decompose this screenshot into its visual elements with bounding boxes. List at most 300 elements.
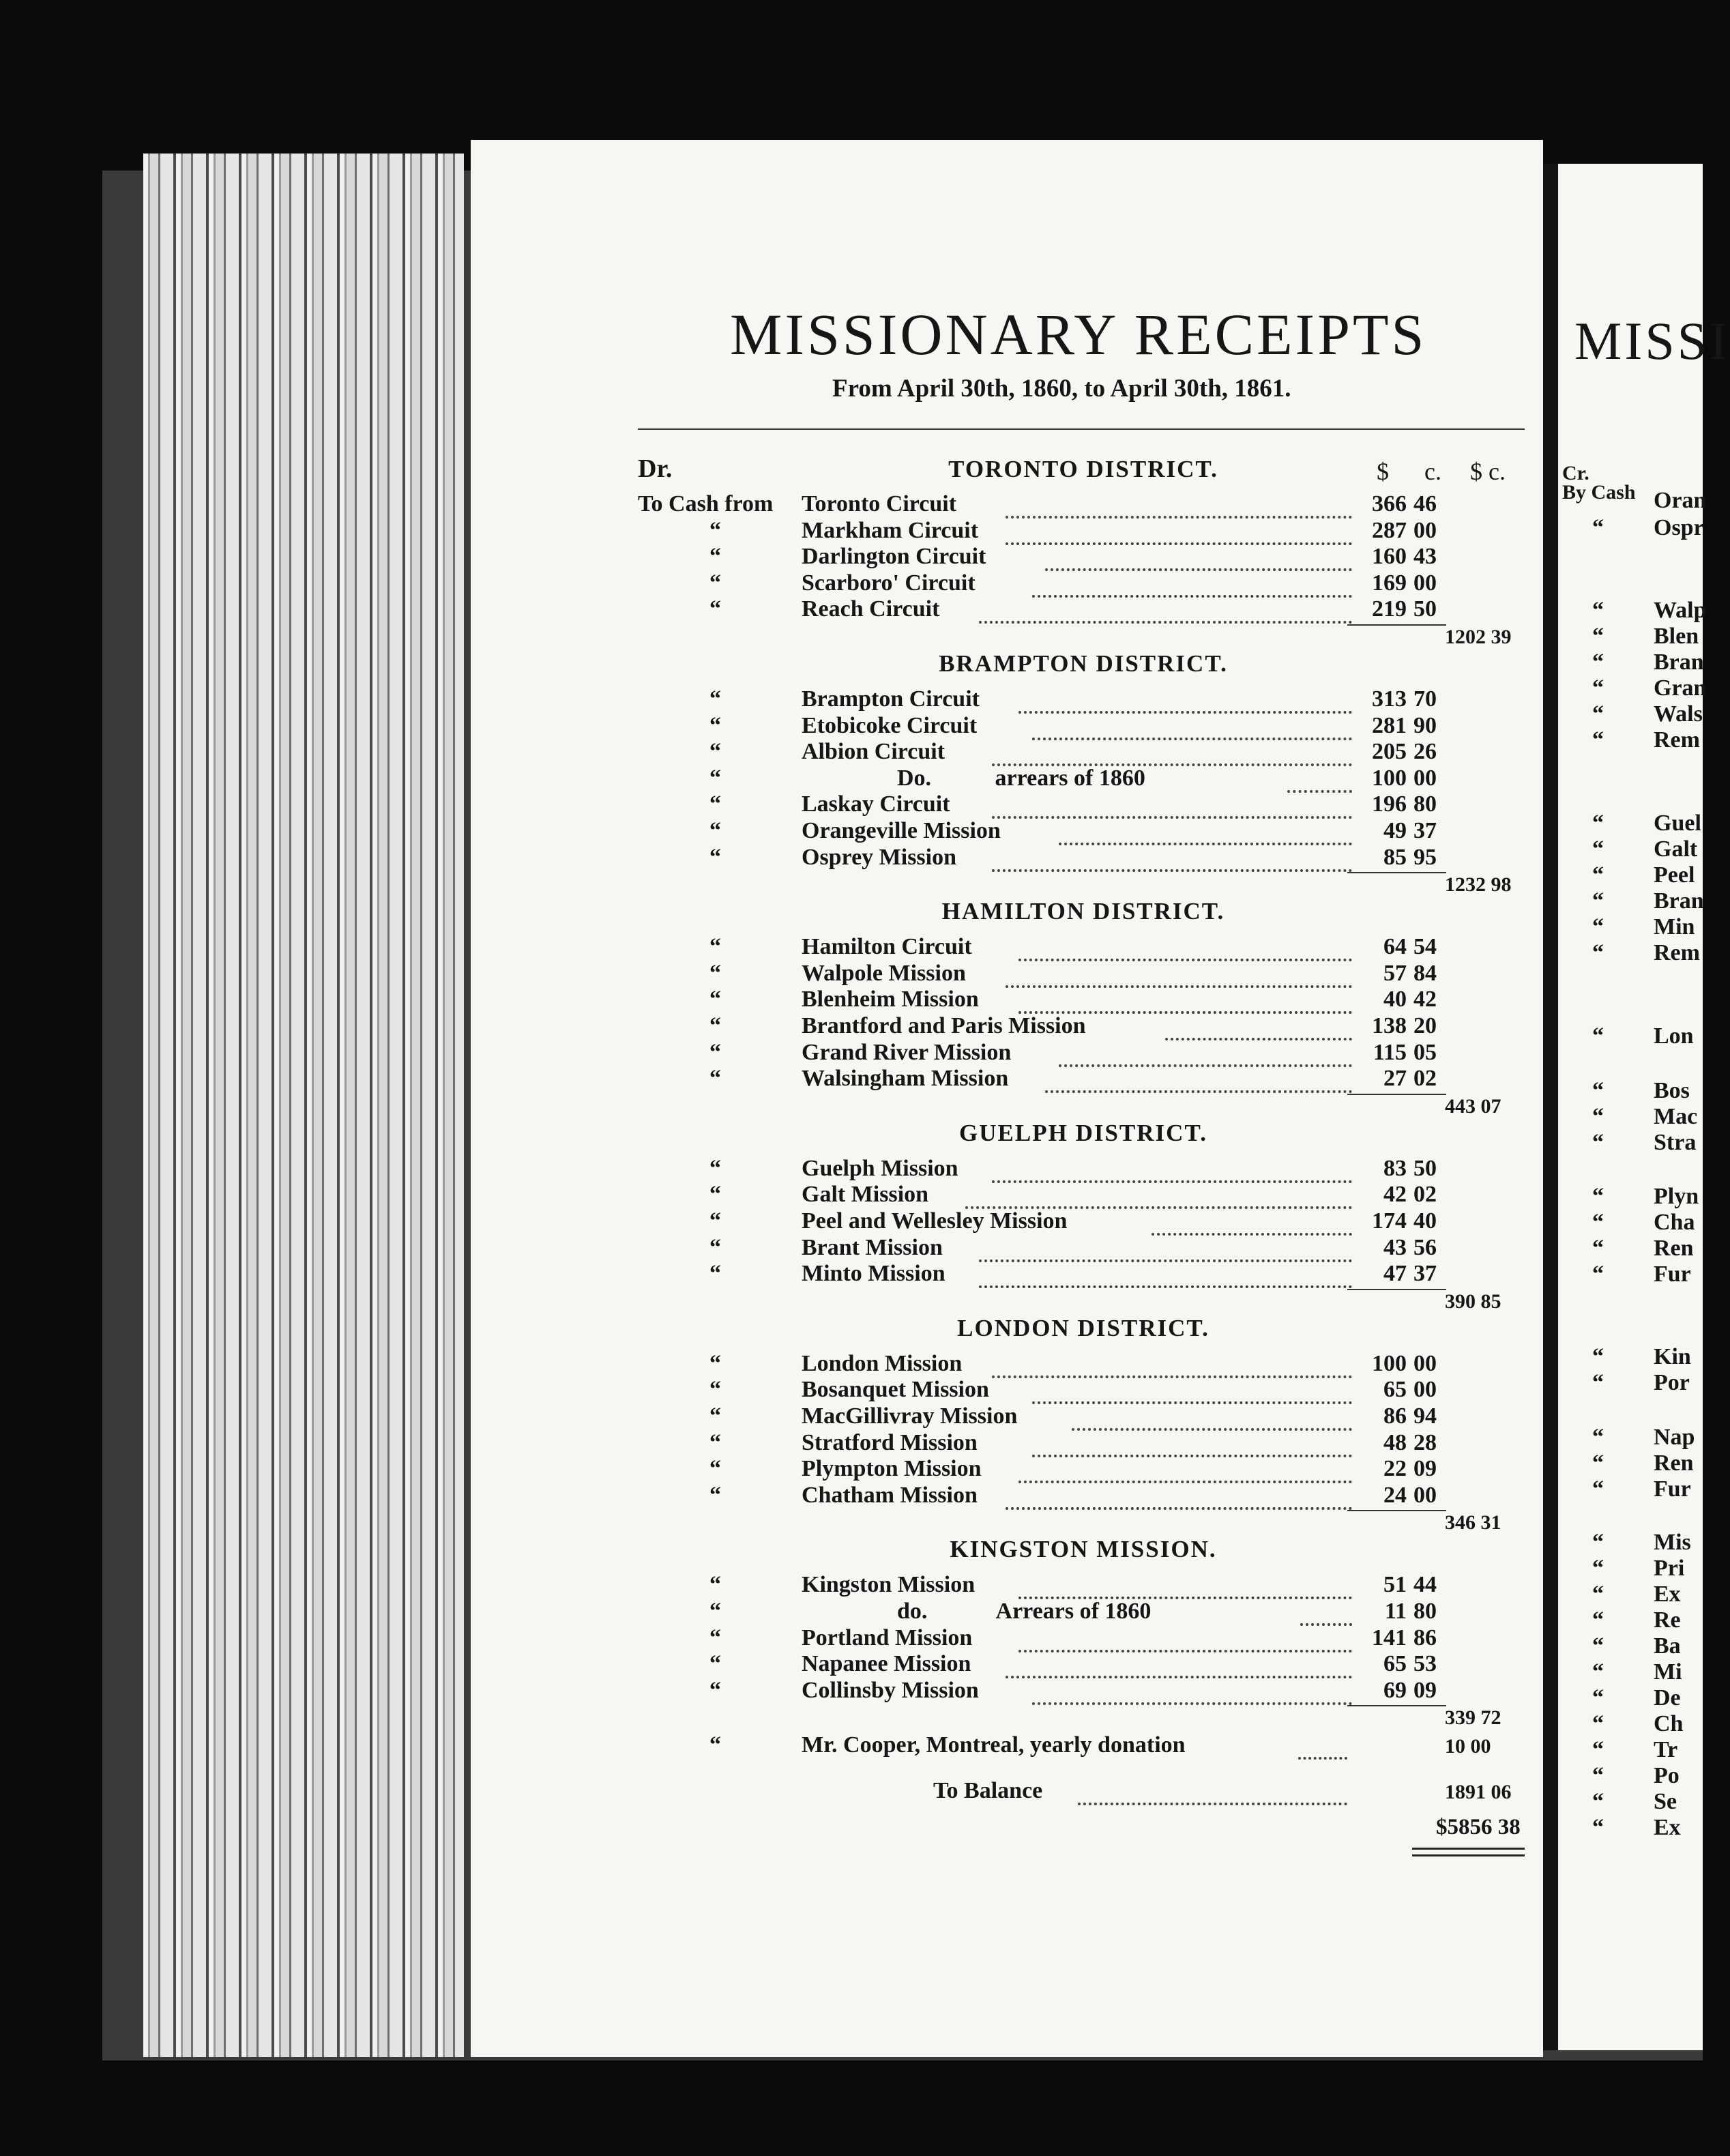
row-label: Po (1654, 1763, 1680, 1788)
row-label: Mr. Cooper, Montreal, yearly donation (802, 1732, 1186, 1758)
district-total: 346 31 (1445, 1511, 1501, 1534)
ditto-mark: “ (1592, 675, 1604, 701)
row-prefix: To Cash from (638, 491, 774, 516)
row-label: Min (1654, 914, 1695, 939)
leader-dots (992, 739, 1352, 766)
district-total: 443 07 (1445, 1094, 1501, 1118)
row-label: Mac (1654, 1104, 1698, 1129)
ditto-mark: “ (1592, 811, 1604, 836)
leader-dots (1287, 766, 1352, 793)
row-label: Do. arrears of 1860 (897, 765, 1145, 791)
amount-cents: 80 (1413, 791, 1437, 817)
row-label: Cha (1654, 1210, 1695, 1235)
leader-dots (1072, 1403, 1352, 1431)
ditto-mark: “ (1592, 650, 1604, 675)
leader-dots (979, 1261, 1352, 1288)
amount-cents: 80 (1413, 1599, 1437, 1624)
ditto-mark: “ (709, 686, 721, 712)
ledger-row (0, 1599, 1703, 1626)
ditto-mark: “ (709, 1155, 721, 1181)
amount-cents: 84 (1413, 960, 1437, 986)
page-subtitle: From April 30th, 1860, to April 30th, 1861. (832, 375, 1291, 403)
row-label: Rem (1654, 727, 1700, 753)
district-heading (0, 650, 1703, 678)
cents-header: c. (1424, 458, 1441, 485)
leader-dots (992, 1156, 1352, 1183)
ledger-row (0, 544, 1703, 571)
row-label: Se (1654, 1789, 1677, 1814)
ditto-mark: “ (1592, 1130, 1604, 1155)
row-label: Gran (1654, 675, 1707, 701)
leader-dots (1165, 1013, 1352, 1040)
ditto-mark: “ (709, 1403, 721, 1429)
row-label: Albion Circuit (802, 739, 945, 765)
district-total: 1202 39 (1445, 626, 1512, 648)
leader-dots (992, 1351, 1352, 1378)
leader-dots (1018, 1572, 1352, 1599)
ditto-mark: “ (709, 1677, 721, 1703)
ditto-mark: “ (709, 1572, 721, 1598)
row-label: Ex (1654, 1582, 1681, 1607)
leader-dots (1018, 934, 1352, 961)
ditto-mark: “ (709, 1377, 721, 1403)
district-heading (0, 1315, 1703, 1342)
ledger-row (0, 1182, 1703, 1209)
amount-dollars: 24 (1383, 1482, 1407, 1508)
ditto-mark: “ (709, 1234, 721, 1260)
ditto-mark: “ (1592, 1023, 1604, 1049)
ledger-row (0, 1377, 1703, 1404)
ditto-mark: “ (1592, 1789, 1604, 1814)
row-label: Blen (1654, 624, 1699, 649)
ditto-mark: “ (1592, 836, 1604, 862)
row-label: Walp (1654, 598, 1707, 623)
row-label: Laskay Circuit (802, 791, 950, 817)
leader-dots (1006, 961, 1352, 988)
ditto-mark: “ (1592, 1451, 1604, 1476)
amount-dollars: 83 (1383, 1155, 1407, 1181)
district-heading (0, 898, 1703, 925)
ditto-mark: “ (1592, 1184, 1604, 1209)
credit-prefix: By Cash (1562, 481, 1636, 504)
ditto-mark: “ (709, 596, 721, 622)
ledger-row (0, 1261, 1703, 1288)
amount-cents: 00 (1413, 570, 1437, 596)
leader-dots (1018, 1625, 1352, 1652)
row-label: Guel (1654, 811, 1701, 836)
amount-dollars: 69 (1383, 1677, 1407, 1703)
ditto-mark: “ (1592, 1078, 1604, 1103)
row-label: Re (1654, 1607, 1681, 1633)
leader-dots (1045, 544, 1352, 571)
row-label: MacGillivray Mission (802, 1403, 1018, 1429)
ledger-row (0, 1625, 1703, 1652)
leader-dots (1032, 570, 1352, 598)
ditto-mark: “ (1592, 1711, 1604, 1736)
amount-dollars: 43 (1383, 1234, 1407, 1260)
leader-dots (1032, 1377, 1352, 1404)
page-edges (143, 154, 464, 2057)
ledger-row (0, 766, 1703, 793)
row-label: Tr (1654, 1737, 1678, 1762)
row-label: Kin (1654, 1344, 1691, 1369)
leader-dots (1152, 1208, 1352, 1236)
ditto-mark: “ (709, 544, 721, 570)
amount-dollars: 85 (1383, 844, 1407, 870)
leader-dots (1018, 987, 1352, 1014)
ditto-mark: “ (1592, 598, 1604, 623)
row-label: Pri (1654, 1556, 1685, 1581)
ledger-row (0, 934, 1703, 961)
leader-dots (1300, 1599, 1352, 1626)
ditto-mark: “ (709, 818, 721, 843)
ditto-mark: “ (709, 1456, 721, 1482)
row-label: Darlington Circuit (802, 544, 986, 570)
district-name: TORONTO DISTRICT. (948, 456, 1218, 482)
row-label: Stra (1654, 1130, 1697, 1155)
ledger-row (0, 739, 1703, 766)
ditto-mark: “ (1592, 862, 1604, 888)
ditto-mark: “ (709, 1429, 721, 1455)
ledger-row (0, 1235, 1703, 1262)
leader-dots (1059, 818, 1352, 845)
amount-dollars: 281 (1372, 712, 1407, 738)
amount-cents: 43 (1413, 544, 1437, 570)
district-heading (0, 1536, 1703, 1563)
subtotal-rule (1347, 1510, 1446, 1511)
ditto-mark: “ (709, 844, 721, 870)
amount-dollars: 48 (1383, 1429, 1407, 1455)
ledger-row (0, 1456, 1703, 1483)
ditto-mark: “ (1592, 914, 1604, 939)
row-label: Orangeville Mission (802, 818, 1001, 843)
amount-cents: 05 (1413, 1039, 1437, 1065)
amount-cents: 00 (1413, 1482, 1437, 1508)
ditto-mark: “ (1592, 1685, 1604, 1710)
ditto-mark: “ (1592, 1633, 1604, 1659)
leader-dots (1078, 1778, 1347, 1805)
row-label: Bran (1654, 888, 1704, 914)
row-label: Ospr (1654, 515, 1704, 540)
ditto-mark: “ (709, 570, 721, 596)
amount-dollars: 313 (1372, 686, 1407, 712)
amount-dollars: 64 (1383, 934, 1407, 960)
subtotal-rule (1347, 872, 1446, 873)
row-label: Por (1654, 1370, 1690, 1395)
amount-dollars: 42 (1383, 1182, 1407, 1208)
leader-dots (1059, 1040, 1352, 1067)
row-label: Galt Mission (802, 1182, 929, 1208)
ditto-mark: “ (709, 739, 721, 765)
total-header: $ c. (1470, 458, 1506, 485)
row-label: Bran (1654, 650, 1704, 675)
amount-dollars: 86 (1383, 1403, 1407, 1429)
row-label: Bos (1654, 1078, 1690, 1103)
ditto-mark: “ (709, 1625, 721, 1650)
row-label: Rem (1654, 940, 1700, 965)
ditto-mark: “ (1592, 515, 1604, 540)
amount-dollars: 27 (1383, 1066, 1407, 1092)
row-label: Wals (1654, 701, 1703, 727)
ditto-mark: “ (709, 1208, 721, 1234)
row-label: Toronto Circuit (802, 491, 957, 516)
ditto-mark: “ (1592, 940, 1604, 965)
leader-dots (1006, 518, 1352, 545)
leader-dots (1045, 1066, 1352, 1093)
amount-dollars: 22 (1383, 1456, 1407, 1482)
row-label: Ba (1654, 1633, 1681, 1659)
ditto-mark: “ (709, 765, 721, 791)
double-rule-top (1412, 1848, 1525, 1850)
book-gutter (1543, 164, 1558, 2050)
row-label: Ren (1654, 1451, 1694, 1476)
page-title: MISSIONARY RECEIPTS (730, 302, 1427, 367)
row-label: do. Arrears of 1860 (897, 1599, 1152, 1624)
ledger-row (0, 596, 1703, 624)
amount-dollars: 115 (1373, 1039, 1407, 1065)
row-label: Guelph Mission (802, 1155, 958, 1181)
ditto-mark: “ (709, 1261, 721, 1287)
debit-label: Dr. (638, 454, 673, 483)
ledger-row (0, 1678, 1703, 1705)
ledger-row (0, 1013, 1703, 1040)
row-label: Etobicoke Circuit (802, 712, 978, 738)
row-label: Ren (1654, 1236, 1694, 1261)
ledger-row (0, 818, 1703, 845)
amount-cents: 37 (1413, 1261, 1437, 1287)
amount-cents: 09 (1413, 1456, 1437, 1482)
row-label: Brant Mission (802, 1234, 943, 1260)
amount-dollars: 174 (1372, 1208, 1407, 1234)
ledger-row (0, 1351, 1703, 1378)
ditto-mark: “ (1592, 1425, 1604, 1450)
ditto-mark: “ (709, 934, 721, 960)
row-label: De (1654, 1685, 1681, 1710)
ledger-row (0, 518, 1703, 545)
amount-cents: 00 (1413, 517, 1437, 543)
ledger-row (0, 1651, 1703, 1678)
ditto-mark: “ (709, 1732, 721, 1758)
donation-total: 10 00 (1445, 1735, 1491, 1758)
ledger-row (0, 1040, 1703, 1067)
amount-cents: 42 (1413, 987, 1437, 1013)
row-label: Brantford and Paris Mission (802, 1013, 1086, 1038)
ditto-mark: “ (709, 1350, 721, 1376)
row-label: Scarboro' Circuit (802, 570, 976, 596)
leader-dots (979, 1235, 1352, 1262)
row-label: Peel (1654, 862, 1695, 888)
row-label: London Mission (802, 1350, 963, 1376)
ledger-row (0, 1403, 1703, 1431)
ledger-row (0, 491, 1703, 519)
district-name: HAMILTON DISTRICT. (941, 898, 1225, 925)
ditto-mark: “ (1592, 1530, 1604, 1555)
ledger-row (0, 713, 1703, 740)
subtotal-rule (1347, 1289, 1446, 1290)
ledger-row (0, 1066, 1703, 1093)
ditto-mark: “ (709, 1039, 721, 1065)
credit-label (1562, 464, 1636, 502)
row-label: Peel and Wellesley Mission (802, 1208, 1068, 1234)
district-total: 339 72 (1445, 1706, 1501, 1730)
dollars-header: $ (1377, 458, 1389, 485)
amount-cents: 02 (1413, 1182, 1437, 1208)
district-name: GUELPH DISTRICT. (959, 1119, 1207, 1146)
row-label: Oran (1654, 488, 1707, 513)
ledger-row (0, 961, 1703, 988)
row-label: Grand River Mission (802, 1039, 1012, 1065)
row-label: Lon (1654, 1023, 1694, 1049)
subtotal-rule (1347, 624, 1446, 626)
ditto-mark: “ (709, 960, 721, 986)
ditto-mark: “ (1592, 1104, 1604, 1129)
amount-cents: 50 (1413, 1155, 1437, 1181)
amount-cents: 28 (1413, 1429, 1437, 1455)
row-label: Bosanquet Mission (802, 1377, 989, 1403)
ditto-mark: “ (1592, 1607, 1604, 1633)
ditto-mark: “ (709, 712, 721, 738)
ledger-row (0, 845, 1703, 872)
amount-cents: 40 (1413, 1208, 1437, 1234)
balance-label: To Balance (933, 1778, 1043, 1803)
row-label: Blenheim Mission (802, 987, 979, 1013)
row-label: Plympton Mission (802, 1456, 982, 1482)
amount-dollars: 205 (1372, 739, 1407, 765)
ledger-row (0, 1156, 1703, 1183)
double-rule-bottom (1412, 1854, 1525, 1856)
row-label: Chatham Mission (802, 1482, 978, 1508)
leader-dots (1006, 1651, 1352, 1678)
amount-cents: 95 (1413, 844, 1437, 870)
district-total: 1232 98 (1445, 873, 1512, 897)
amount-dollars: 40 (1383, 987, 1407, 1013)
subtotal-rule (1347, 1705, 1446, 1706)
ditto-mark: “ (709, 1482, 721, 1508)
amount-dollars: 141 (1372, 1625, 1407, 1650)
amount-dollars: 219 (1372, 596, 1407, 622)
amount-cents: 26 (1413, 739, 1437, 765)
row-label: Collinsby Mission (802, 1677, 979, 1703)
amount-cents: 09 (1413, 1677, 1437, 1703)
ditto-mark: “ (1592, 1737, 1604, 1762)
ditto-mark: “ (1592, 701, 1604, 727)
grand-total: $5856 38 (1436, 1815, 1521, 1839)
amount-cents: 00 (1413, 1377, 1437, 1403)
row-label: Kingston Mission (802, 1572, 976, 1598)
leader-dots (1032, 1430, 1352, 1457)
right-page-title: MISSI (1574, 311, 1730, 370)
district-name: KINGSTON MISSION. (950, 1536, 1217, 1563)
ditto-mark: “ (1592, 1236, 1604, 1261)
amount-dollars: 11 (1384, 1599, 1407, 1624)
amount-cents: 56 (1413, 1234, 1437, 1260)
leader-dots (992, 791, 1352, 819)
ditto-mark: “ (709, 1651, 721, 1677)
row-label: Fur (1654, 1476, 1691, 1502)
district-total: 390 85 (1445, 1290, 1501, 1313)
ditto-mark: “ (1592, 1659, 1604, 1685)
row-label: Mi (1654, 1659, 1682, 1685)
row-label: Osprey Mission (802, 844, 957, 870)
amount-dollars: 57 (1383, 960, 1407, 986)
amount-cents: 54 (1413, 934, 1437, 960)
amount-cents: 50 (1413, 596, 1437, 622)
amount-cents: 53 (1413, 1651, 1437, 1677)
row-label: Plyn (1654, 1184, 1699, 1209)
ditto-mark: “ (1592, 1763, 1604, 1788)
amount-dollars: 100 (1372, 765, 1407, 791)
ditto-mark: “ (709, 987, 721, 1013)
ditto-mark: “ (1592, 888, 1604, 914)
ditto-mark: “ (709, 517, 721, 543)
ditto-mark: “ (709, 1182, 721, 1208)
amount-dollars: 47 (1383, 1261, 1407, 1287)
ditto-mark: “ (1592, 1476, 1604, 1502)
row-label: Stratford Mission (802, 1429, 978, 1455)
row-label: Brampton Circuit (802, 686, 980, 712)
amount-cents: 00 (1413, 765, 1437, 791)
amount-dollars: 138 (1372, 1013, 1407, 1038)
leader-dots (1006, 491, 1352, 519)
ditto-mark: “ (709, 1066, 721, 1092)
ledger-row (0, 1208, 1703, 1236)
left-page (471, 140, 1543, 2057)
row-label: Fur (1654, 1262, 1691, 1287)
row-label: Reach Circuit (802, 596, 940, 622)
ditto-mark: “ (1592, 1210, 1604, 1235)
district-heading (0, 456, 1703, 483)
amount-dollars: 169 (1372, 570, 1407, 596)
ditto-mark: “ (1592, 1556, 1604, 1581)
leader-dots (1032, 1678, 1352, 1705)
ledger-row (0, 1483, 1703, 1510)
row-label: Galt (1654, 836, 1698, 862)
amount-dollars: 100 (1372, 1350, 1407, 1376)
amount-cents: 70 (1413, 686, 1437, 712)
ditto-mark: “ (1592, 727, 1604, 753)
row-label: Napanee Mission (802, 1651, 971, 1677)
row-label: Walpole Mission (802, 960, 966, 986)
amount-dollars: 65 (1383, 1651, 1407, 1677)
amount-cents: 37 (1413, 818, 1437, 843)
balance-total: 1891 06 (1445, 1781, 1512, 1803)
row-label: Ex (1654, 1815, 1681, 1840)
ditto-mark: “ (1592, 1815, 1604, 1840)
amount-dollars: 196 (1372, 791, 1407, 817)
district-name: LONDON DISTRICT. (957, 1314, 1209, 1341)
amount-dollars: 366 (1372, 491, 1407, 516)
amount-dollars: 65 (1383, 1377, 1407, 1403)
ditto-mark: “ (709, 1013, 721, 1038)
amount-cents: 86 (1413, 1625, 1437, 1650)
ledger-row (0, 1430, 1703, 1457)
ledger-row (0, 686, 1703, 714)
credit-side-label: Cr. (1562, 462, 1589, 484)
amount-dollars: 51 (1383, 1572, 1407, 1598)
ditto-mark: “ (709, 1599, 721, 1624)
amount-dollars: 160 (1372, 544, 1407, 570)
amount-cents: 02 (1413, 1066, 1437, 1092)
row-label: Portland Mission (802, 1625, 973, 1650)
ditto-mark: “ (1592, 624, 1604, 649)
ditto-mark: “ (1592, 1582, 1604, 1607)
subtotal-rule (1347, 1094, 1446, 1095)
row-label: Minto Mission (802, 1261, 945, 1287)
leader-dots (1006, 1483, 1352, 1510)
leader-dots (1298, 1732, 1347, 1760)
row-label: Ch (1654, 1711, 1684, 1736)
amount-cents: 46 (1413, 491, 1437, 516)
